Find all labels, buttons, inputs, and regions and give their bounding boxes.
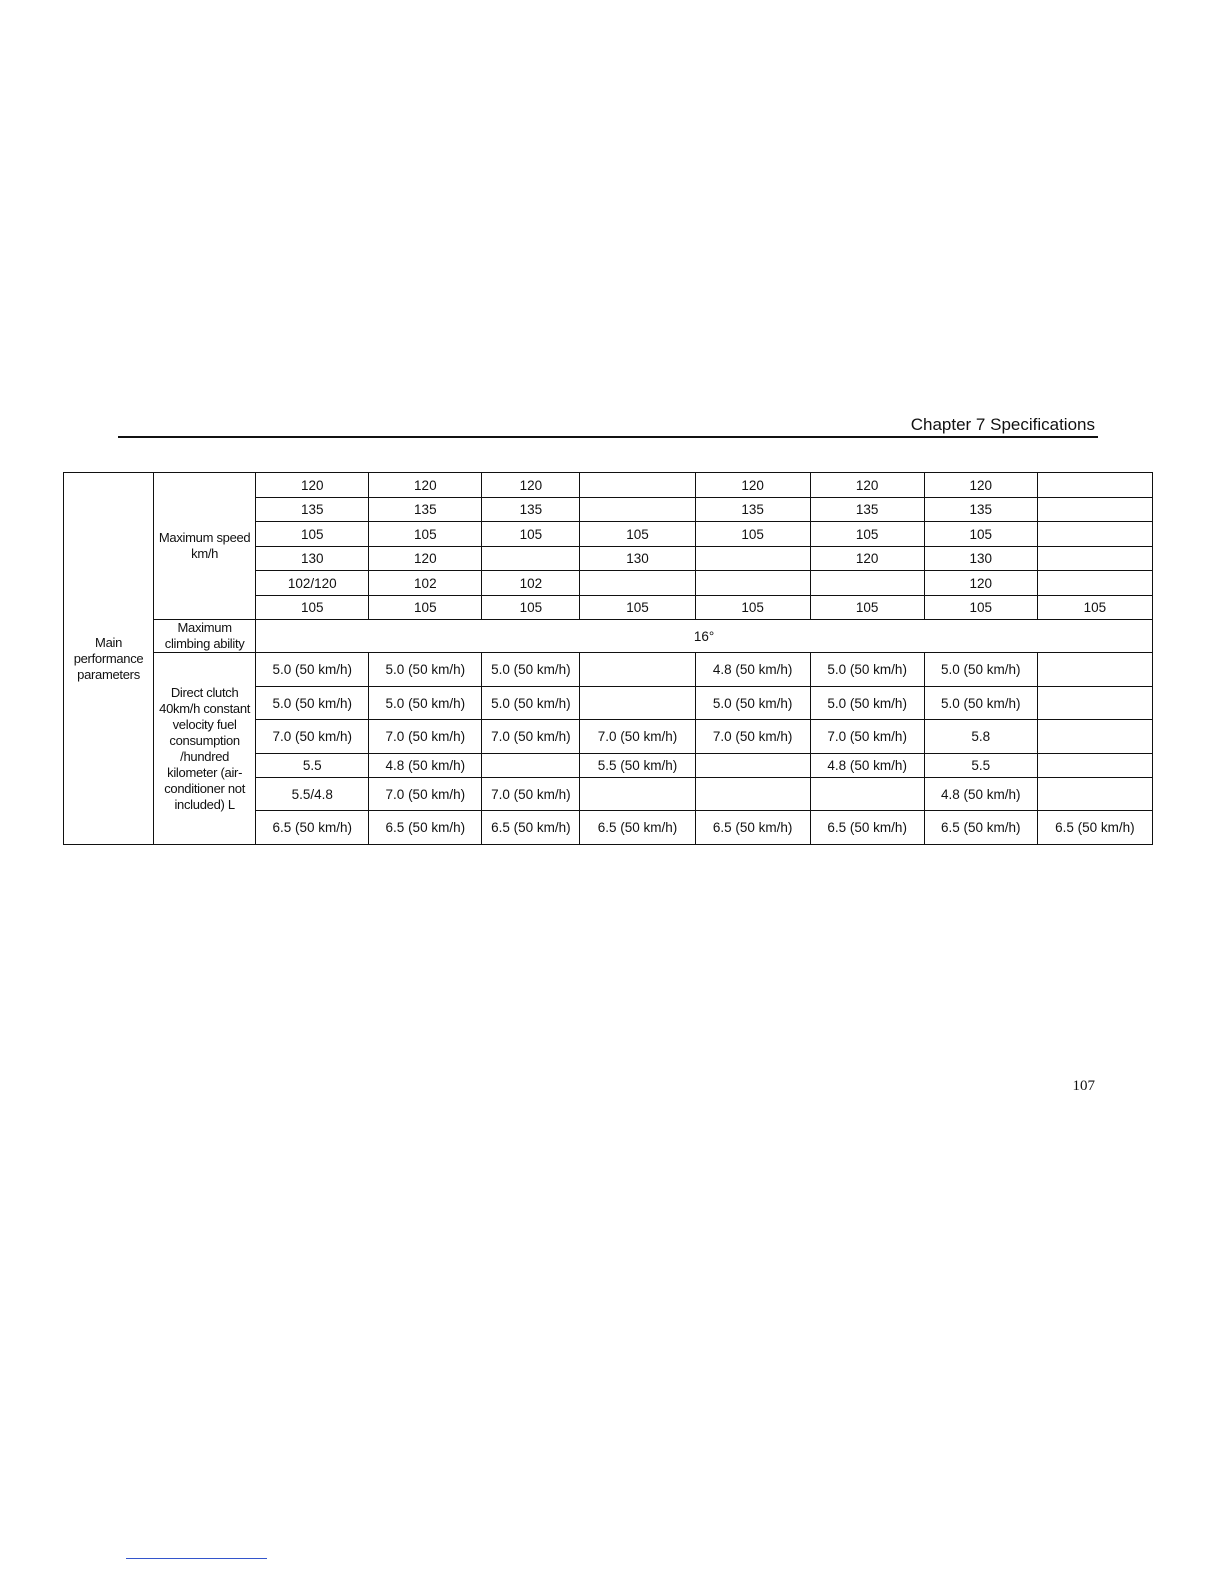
fuel-consumption-label: Direct clutch 40km/h constant velocity fuel consumption /hundred kilometer (air-conditioner not included) L xyxy=(154,653,256,845)
table-cell: 105 xyxy=(810,522,924,547)
table-cell xyxy=(580,473,695,498)
group-label: Main performance parameters xyxy=(64,473,154,845)
climbing-ability-label: Maximum climbing ability xyxy=(154,620,256,653)
table-cell: 130 xyxy=(256,547,369,571)
table-cell: 105 xyxy=(369,522,482,547)
table-cell: 5.5 xyxy=(256,754,369,778)
table-cell: 7.0 (50 km/h) xyxy=(810,720,924,754)
table-cell xyxy=(1037,547,1152,571)
specifications-table xyxy=(63,472,1153,845)
table-cell: 120 xyxy=(482,473,580,498)
table-cell: 105 xyxy=(482,596,580,620)
table-cell xyxy=(1037,720,1152,754)
table-cell: 7.0 (50 km/h) xyxy=(256,720,369,754)
table-cell: 5.0 (50 km/h) xyxy=(256,653,369,687)
table-cell: 135 xyxy=(256,498,369,522)
table-cell xyxy=(1037,653,1152,687)
table-cell: 5.0 (50 km/h) xyxy=(482,653,580,687)
table-cell: 5.0 (50 km/h) xyxy=(924,653,1037,687)
table-cell xyxy=(810,778,924,811)
table-cell xyxy=(810,571,924,596)
table-cell: 105 xyxy=(1037,596,1152,620)
table-cell: 5.0 (50 km/h) xyxy=(369,653,482,687)
climbing-ability-value: 16° xyxy=(256,620,1153,653)
table-cell: 135 xyxy=(695,498,810,522)
table-cell xyxy=(1037,778,1152,811)
table-cell: 105 xyxy=(482,522,580,547)
table-cell: 4.8 (50 km/h) xyxy=(810,754,924,778)
table-cell: 6.5 (50 km/h) xyxy=(924,811,1037,845)
table-cell: 5.0 (50 km/h) xyxy=(482,687,580,720)
table-cell xyxy=(482,547,580,571)
table-cell xyxy=(695,778,810,811)
table-cell: 120 xyxy=(256,473,369,498)
table-cell: 105 xyxy=(580,522,695,547)
table-cell xyxy=(695,754,810,778)
table-cell: 120 xyxy=(924,473,1037,498)
table-cell: 130 xyxy=(924,547,1037,571)
table-cell xyxy=(580,498,695,522)
table-cell: 105 xyxy=(810,596,924,620)
table-cell: 135 xyxy=(924,498,1037,522)
table-cell: 5.5 xyxy=(924,754,1037,778)
table-cell: 105 xyxy=(256,596,369,620)
table-cell: 5.0 (50 km/h) xyxy=(810,687,924,720)
table-cell xyxy=(1037,687,1152,720)
table-cell: 6.5 (50 km/h) xyxy=(256,811,369,845)
table-cell: 105 xyxy=(695,522,810,547)
table-cell: 7.0 (50 km/h) xyxy=(482,778,580,811)
table-cell: 6.5 (50 km/h) xyxy=(369,811,482,845)
table-cell: 120 xyxy=(695,473,810,498)
table-cell xyxy=(1037,571,1152,596)
chapter-title: Chapter 7 Specifications xyxy=(910,415,1095,434)
footer-rule xyxy=(126,1558,267,1559)
table-cell: 5.5/4.8 xyxy=(256,778,369,811)
table-cell: 7.0 (50 km/h) xyxy=(580,720,695,754)
table-cell xyxy=(695,571,810,596)
table-cell: 105 xyxy=(924,596,1037,620)
table-cell: 102/120 xyxy=(256,571,369,596)
table-cell: 6.5 (50 km/h) xyxy=(810,811,924,845)
table-cell xyxy=(482,754,580,778)
table-cell xyxy=(580,778,695,811)
table-cell: 120 xyxy=(924,571,1037,596)
header-rule xyxy=(118,436,1098,438)
table-cell: 135 xyxy=(482,498,580,522)
table-cell: 7.0 (50 km/h) xyxy=(369,720,482,754)
table-cell: 105 xyxy=(580,596,695,620)
table-cell xyxy=(580,653,695,687)
table-cell: 105 xyxy=(695,596,810,620)
table-cell xyxy=(1037,473,1152,498)
table-cell xyxy=(580,687,695,720)
table-cell: 5.5 (50 km/h) xyxy=(580,754,695,778)
table-cell: 5.0 (50 km/h) xyxy=(924,687,1037,720)
table-cell: 5.0 (50 km/h) xyxy=(695,687,810,720)
table-cell: 120 xyxy=(369,547,482,571)
table-cell xyxy=(1037,522,1152,547)
table-cell: 6.5 (50 km/h) xyxy=(482,811,580,845)
table-row xyxy=(64,620,1153,653)
table-row xyxy=(64,653,1153,687)
table-cell: 105 xyxy=(256,522,369,547)
table-cell: 120 xyxy=(369,473,482,498)
table-cell: 102 xyxy=(482,571,580,596)
table-cell: 130 xyxy=(580,547,695,571)
table-cell: 6.5 (50 km/h) xyxy=(580,811,695,845)
table-cell xyxy=(1037,754,1152,778)
table-cell: 7.0 (50 km/h) xyxy=(369,778,482,811)
table-cell: 5.0 (50 km/h) xyxy=(810,653,924,687)
table-cell: 105 xyxy=(924,522,1037,547)
table-cell: 7.0 (50 km/h) xyxy=(695,720,810,754)
table-cell: 102 xyxy=(369,571,482,596)
table-cell: 6.5 (50 km/h) xyxy=(695,811,810,845)
page-number: 107 xyxy=(1072,1078,1095,1094)
table-cell: 120 xyxy=(810,547,924,571)
table-cell: 120 xyxy=(810,473,924,498)
max-speed-label: Maximum speed km/h xyxy=(154,473,256,620)
table-cell: 135 xyxy=(810,498,924,522)
table-cell: 4.8 (50 km/h) xyxy=(924,778,1037,811)
table-cell xyxy=(1037,498,1152,522)
table-cell: 135 xyxy=(369,498,482,522)
table-cell: 4.8 (50 km/h) xyxy=(695,653,810,687)
table-cell: 7.0 (50 km/h) xyxy=(482,720,580,754)
table-row xyxy=(64,473,1153,498)
table-cell: 105 xyxy=(369,596,482,620)
table-cell: 4.8 (50 km/h) xyxy=(369,754,482,778)
table-cell xyxy=(695,547,810,571)
table-cell: 5.0 (50 km/h) xyxy=(369,687,482,720)
table-cell: 6.5 (50 km/h) xyxy=(1037,811,1152,845)
table-cell: 5.0 (50 km/h) xyxy=(256,687,369,720)
table-cell: 5.8 xyxy=(924,720,1037,754)
table-cell xyxy=(580,571,695,596)
